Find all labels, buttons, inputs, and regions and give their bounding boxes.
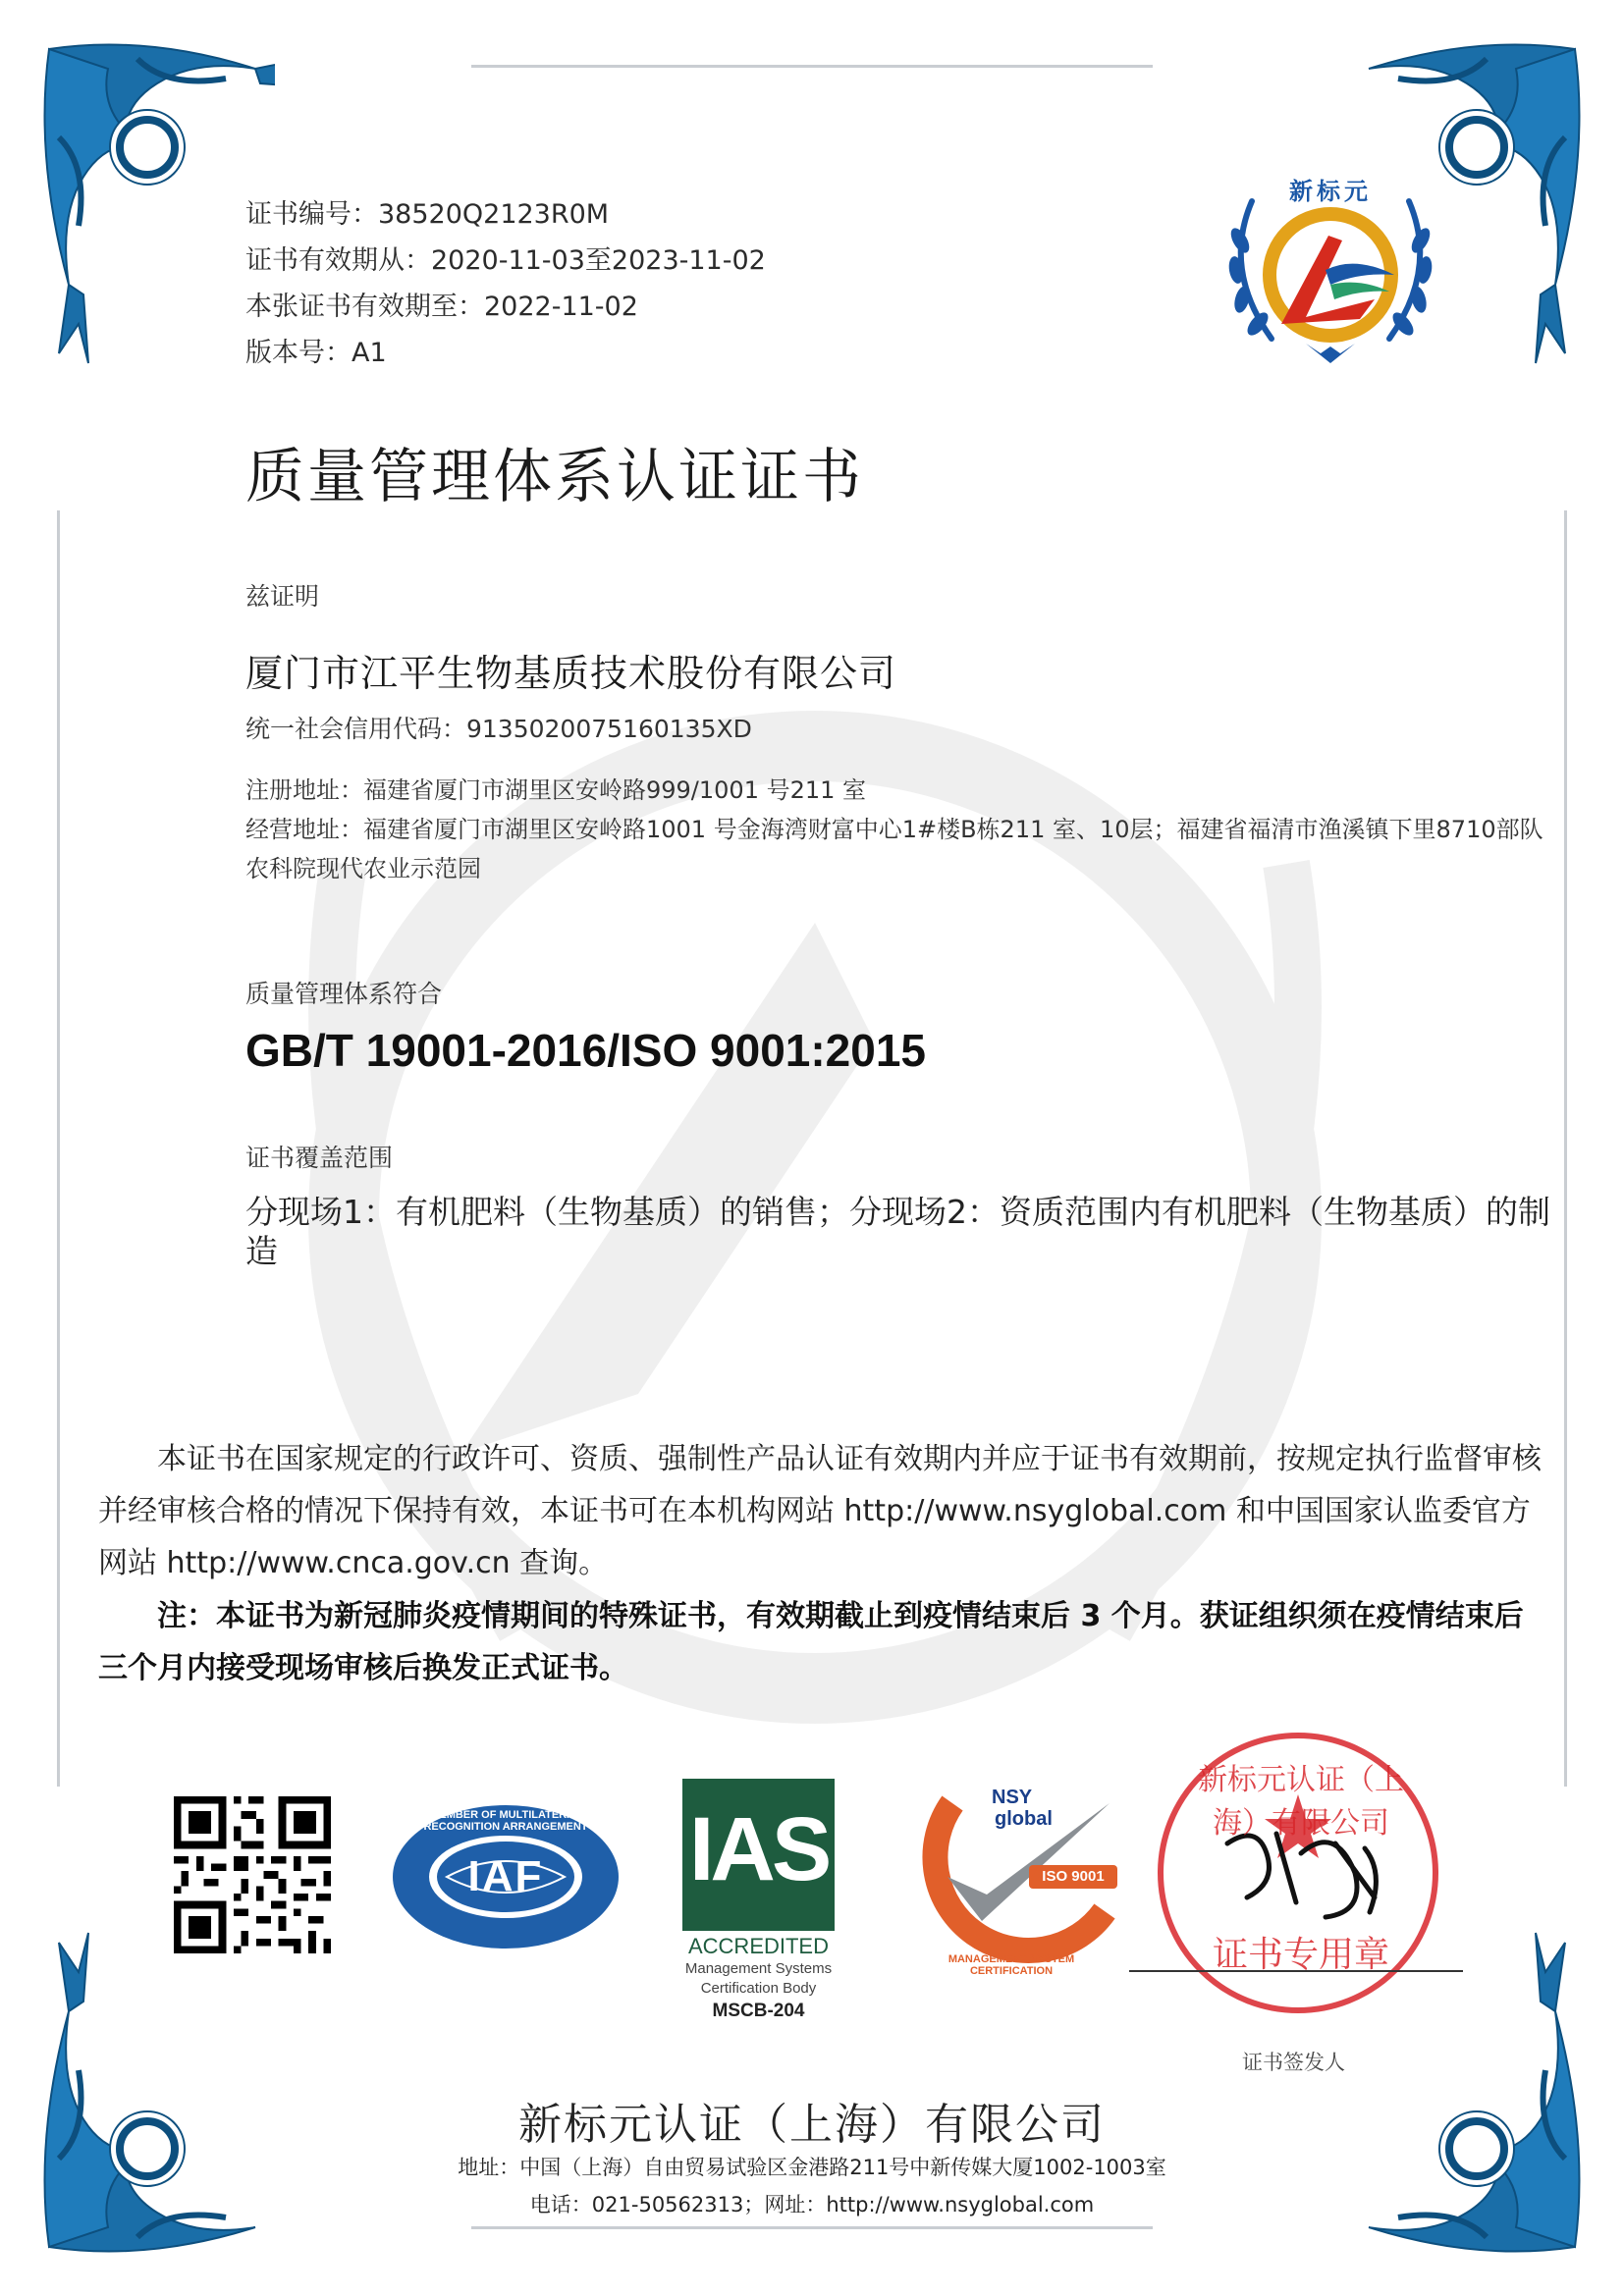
frame-right-line xyxy=(1564,510,1567,1787)
validity-statement: 本证书在国家规定的行政许可、资质、强制性产品认证有效期内并应于证书有效期前，按规定执行监督审核并经审核合格的情况下保持有效，本证书可在本机构网站 http://www.nsyglobal.com 和中国国家认监委官方网站 http://www.cnca.gov.cn 查询。 xyxy=(98,1442,1542,1580)
ias-accredited: ACCREDITED xyxy=(687,1934,829,1958)
corner-ornament-top-left xyxy=(29,29,275,540)
ias-mark xyxy=(682,1779,835,2024)
nsy-text: NSY xyxy=(992,1787,1033,1808)
special-note: 注：本证书为新冠肺炎疫情期间的特殊证书，有效期截止到疫情结束后 3 个月。获证组织须在疫情结束后三个月内接受现场审核后换发正式证书。 xyxy=(98,1599,1524,1685)
seal-bottom-text: 证书专用章 xyxy=(1212,1935,1389,1975)
certificate-number: 证书编号：38520Q2123R0M xyxy=(245,199,610,230)
iaf-center-text: IAF xyxy=(467,1852,544,1900)
brand-logo xyxy=(1213,162,1448,373)
iaf-mark xyxy=(388,1801,623,1953)
issuer-contact: 电话：021-50562313；网址：http://www.nsyglobal.com xyxy=(529,2193,1095,2216)
hereby-label: 兹证明 xyxy=(245,582,320,611)
nsy-iso9001-mark xyxy=(893,1779,1124,1975)
qr-code-icon xyxy=(174,1796,331,1953)
signer-label: 证书签发人 xyxy=(1242,2051,1345,2074)
frame-bottom-line xyxy=(471,2226,1153,2229)
scope-text: 分现场1：有机肥料（生物基质）的销售；分现场2：资质范围内有机肥料（生物基质）的制造 xyxy=(245,1193,1550,1270)
validity-range: 证书有效期从：2020-11-03至2023-11-02 xyxy=(245,245,766,276)
seal-ring-text: 新标元认证（上海）有限公司 xyxy=(1198,1763,1404,1841)
frame-left-line xyxy=(57,510,60,1787)
current-valid-until: 本张证书有效期至：2022-11-02 xyxy=(245,292,638,322)
brand-logo-text: 新标元 xyxy=(1289,178,1372,205)
official-seal xyxy=(1129,1726,1463,2030)
iso9001-badge: ISO 9001 xyxy=(1042,1868,1105,1885)
ias-logo-text: IAS xyxy=(688,1799,829,1899)
credit-code: 统一社会信用代码：9135020075160135XD xyxy=(245,715,752,743)
standard-code: GB/T 19001-2016/ISO 9001:2015 xyxy=(245,1025,927,1076)
ias-line1: Management Systems xyxy=(684,1960,833,1977)
version-number: 版本号：A1 xyxy=(245,338,387,368)
issuer-name: 新标元认证（上海）有限公司 xyxy=(518,2100,1106,2150)
nsy-global-text: global xyxy=(995,1808,1053,1830)
certificate-title: 质量管理体系认证证书 xyxy=(245,443,864,511)
scope-label: 证书覆盖范围 xyxy=(245,1144,394,1172)
ias-code: MSCB-204 xyxy=(712,2001,805,2021)
business-address: 经营地址：福建省厦门市湖里区安岭路1001 号金海湾财富中心1#楼B栋211 室、10层；福建省福清市渔溪镇下里8710部队农科院现代农业示范园 xyxy=(245,816,1543,882)
ias-line2: Certification Body xyxy=(700,1980,817,1997)
iaf-ring-text: MEMBER OF MULTILATERAL RECOGNITION ARRANGEMENT xyxy=(423,1809,588,1833)
registered-address: 注册地址：福建省厦门市湖里区安岭路999/1001 号211 室 xyxy=(245,776,867,804)
frame-top-line xyxy=(471,65,1153,68)
issuer-address: 地址：中国（上海）自由贸易试验区金港路211号中新传媒大厦1002-1003室 xyxy=(458,2156,1166,2179)
nsy-ring-text: MANAGEMENT SYSTEM CERTIFICATION xyxy=(947,1953,1075,1977)
company-name: 厦门市江平生物基质技术股份有限公司 xyxy=(245,652,897,695)
conform-label: 质量管理体系符合 xyxy=(245,980,443,1008)
